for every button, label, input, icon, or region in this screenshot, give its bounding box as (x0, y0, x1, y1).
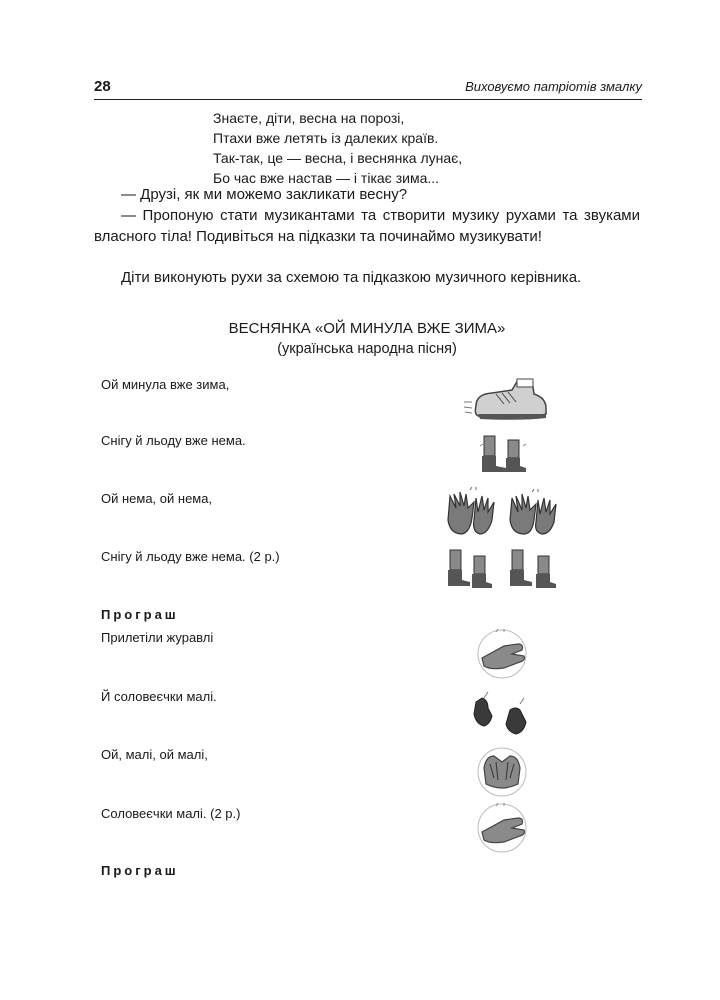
instruction-paragraph: Діти виконують рухи за схемою та підказкою музичного керівника. (121, 269, 582, 286)
poem-line: Знаєте, діти, весна на порозі, (213, 110, 405, 126)
lyric-line: Снігу й льоду вже нема. (2 р.) (101, 549, 280, 564)
header-divider (94, 99, 642, 100)
lyric-line: Й соловеєчки малі. (101, 689, 217, 704)
poem-line: Птахи вже летять із далеких країв. (213, 130, 439, 146)
song-subtitle: (українська народна пісня) (277, 341, 457, 357)
feet-stamp-icon (444, 546, 560, 590)
fingers-snap-icon (470, 688, 532, 738)
hands-clap-icon (442, 486, 560, 538)
poem-line: Так-так, це — весна, і веснянка лунає, (213, 150, 463, 166)
poem-line: Бо час вже настав — і тікає зима... (213, 170, 440, 186)
dialogue-question: — Друзі, як ми можемо закликати весну? (121, 186, 408, 203)
lyric-line: Прилетіли журавлі (101, 630, 214, 645)
palm-slap-icon (474, 628, 530, 680)
palm-slap-icon (474, 802, 530, 854)
lyric-line: Ой нема, ой нема, (101, 491, 213, 506)
shoe-stomp-icon (462, 376, 548, 422)
interlude-label: Програш (101, 863, 179, 878)
page-number: 28 (94, 78, 111, 95)
intro-poem (213, 108, 462, 188)
chest-pat-icon (474, 744, 530, 798)
dialogue-proposal: — Пропоную стати музикантами та створити музику рухами та звуками власного тіла! Подивіться на підказки та починаймо музикувати! (94, 207, 640, 245)
lyric-line: Ой минула вже зима, (101, 377, 230, 392)
feet-stamp-icon (478, 432, 528, 474)
lyric-line: Снігу й льоду вже нема. (101, 433, 246, 448)
interlude-label: Програш (101, 607, 179, 622)
page-header (94, 76, 642, 98)
lyric-line: Соловеєчки малі. (2 р.) (101, 806, 241, 821)
running-title: Виховуємо патріотів змалку (465, 79, 642, 94)
song-title: ВЕСНЯНКА «ОЙ МИНУЛА ВЖЕ ЗИМА» (228, 320, 506, 337)
lyric-line: Ой, малі, ой малі, (101, 747, 208, 762)
